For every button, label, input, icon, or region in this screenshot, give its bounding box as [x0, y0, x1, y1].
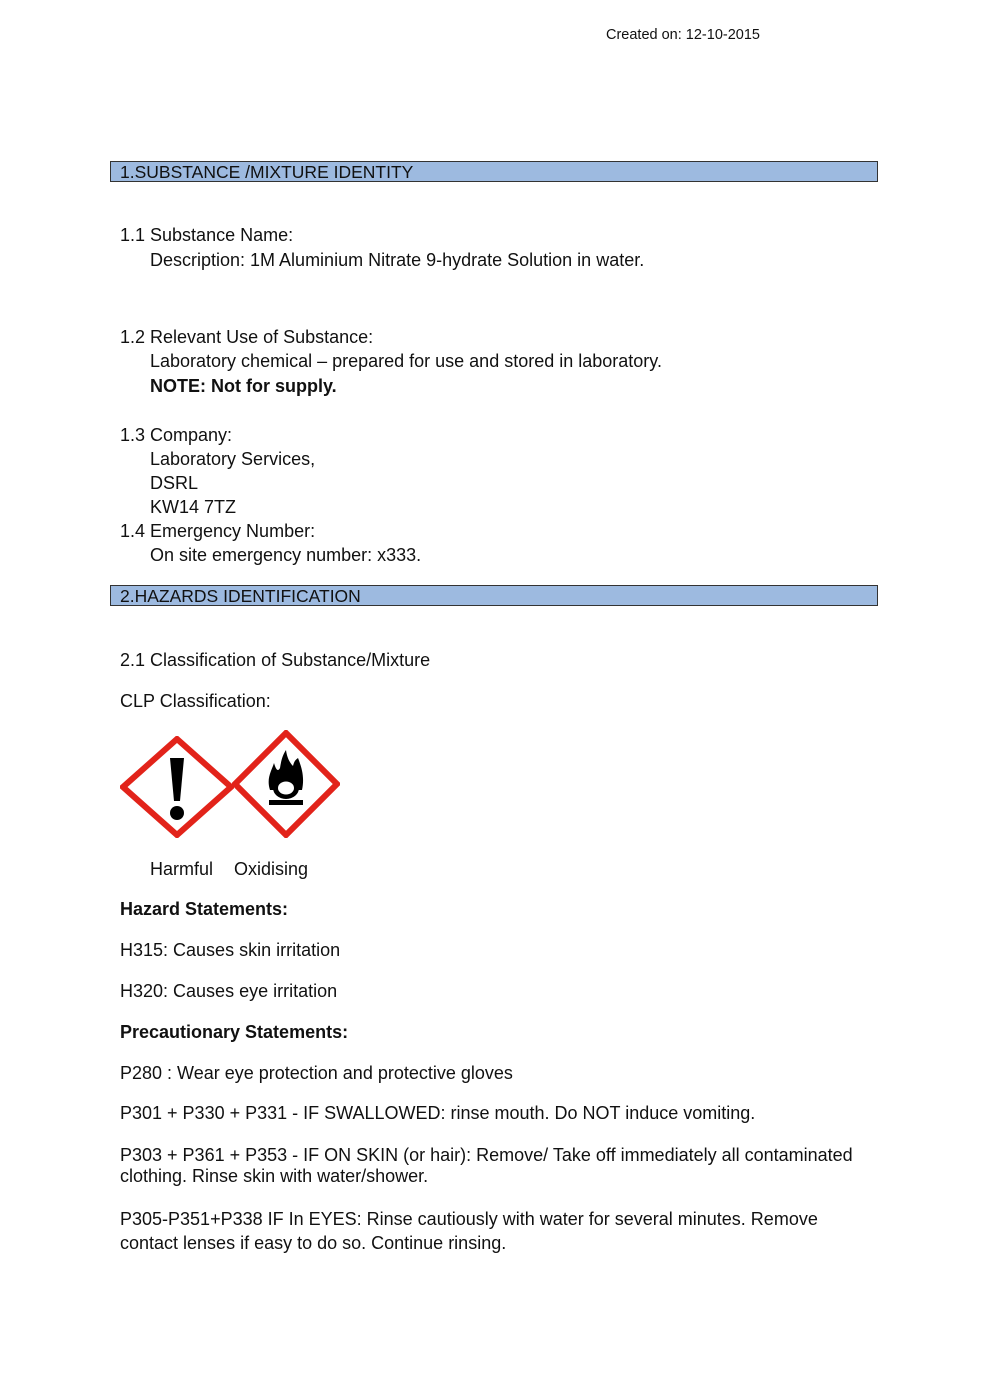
company-line: KW14 7TZ: [150, 497, 237, 517]
substance-name-label: 1.1 Substance Name:: [120, 225, 294, 245]
company-label: 1.3 Company:: [120, 425, 233, 445]
company-line: DSRL: [150, 473, 199, 493]
precautionary-statement: P280 : Wear eye protection and protective gloves: [120, 1063, 513, 1083]
exclamation-mark-icon: [120, 736, 234, 838]
supply-note: NOTE: Not for supply.: [150, 376, 337, 396]
clp-classification-label: CLP Classification:: [120, 691, 271, 711]
precautionary-statements-heading: Precautionary Statements:: [120, 1022, 349, 1042]
company-line: Laboratory Services,: [150, 449, 316, 469]
flame-over-circle-icon: [232, 730, 340, 838]
relevant-use-label: 1.2 Relevant Use of Substance:: [120, 327, 374, 347]
section-1-heading: 1.SUBSTANCE /MIXTURE IDENTITY: [110, 161, 878, 182]
section-2-heading: 2.HAZARDS IDENTIFICATION: [110, 585, 878, 606]
precautionary-statement: P303 + P361 + P353 - IF ON SKIN (or hair): Remove/ Take off immediately all contaminated: [120, 1145, 853, 1165]
substance-description: Description: 1M Aluminium Nitrate 9-hydrate Solution in water.: [150, 250, 645, 270]
emergency-number-value: On site emergency number: x333.: [150, 545, 422, 565]
emergency-number-label: 1.4 Emergency Number:: [120, 521, 316, 541]
oxidising-caption: Oxidising: [234, 859, 309, 879]
hazard-statement: H320: Causes eye irritation: [120, 981, 338, 1001]
relevant-use-value: Laboratory chemical – prepared for use and stored in laboratory.: [150, 351, 662, 371]
created-on-date: Created on: 12-10-2015: [606, 27, 760, 43]
classification-label: 2.1 Classification of Substance/Mixture: [120, 650, 431, 670]
precautionary-statement-continued: clothing. Rinse skin with water/shower.: [120, 1166, 429, 1186]
hazard-statement: H315: Causes skin irritation: [120, 940, 341, 960]
harmful-caption: Harmful: [150, 859, 214, 879]
precautionary-statement: P305-P351+P338 IF In EYES: Rinse cautiously with water for several minutes. Remove: [120, 1209, 818, 1229]
hazard-statements-heading: Hazard Statements:: [120, 899, 289, 919]
precautionary-statement: P301 + P330 + P331 - IF SWALLOWED: rinse mouth. Do NOT induce vomiting.: [120, 1103, 756, 1123]
precautionary-statement-continued: contact lenses if easy to do so. Continue rinsing.: [120, 1233, 507, 1253]
